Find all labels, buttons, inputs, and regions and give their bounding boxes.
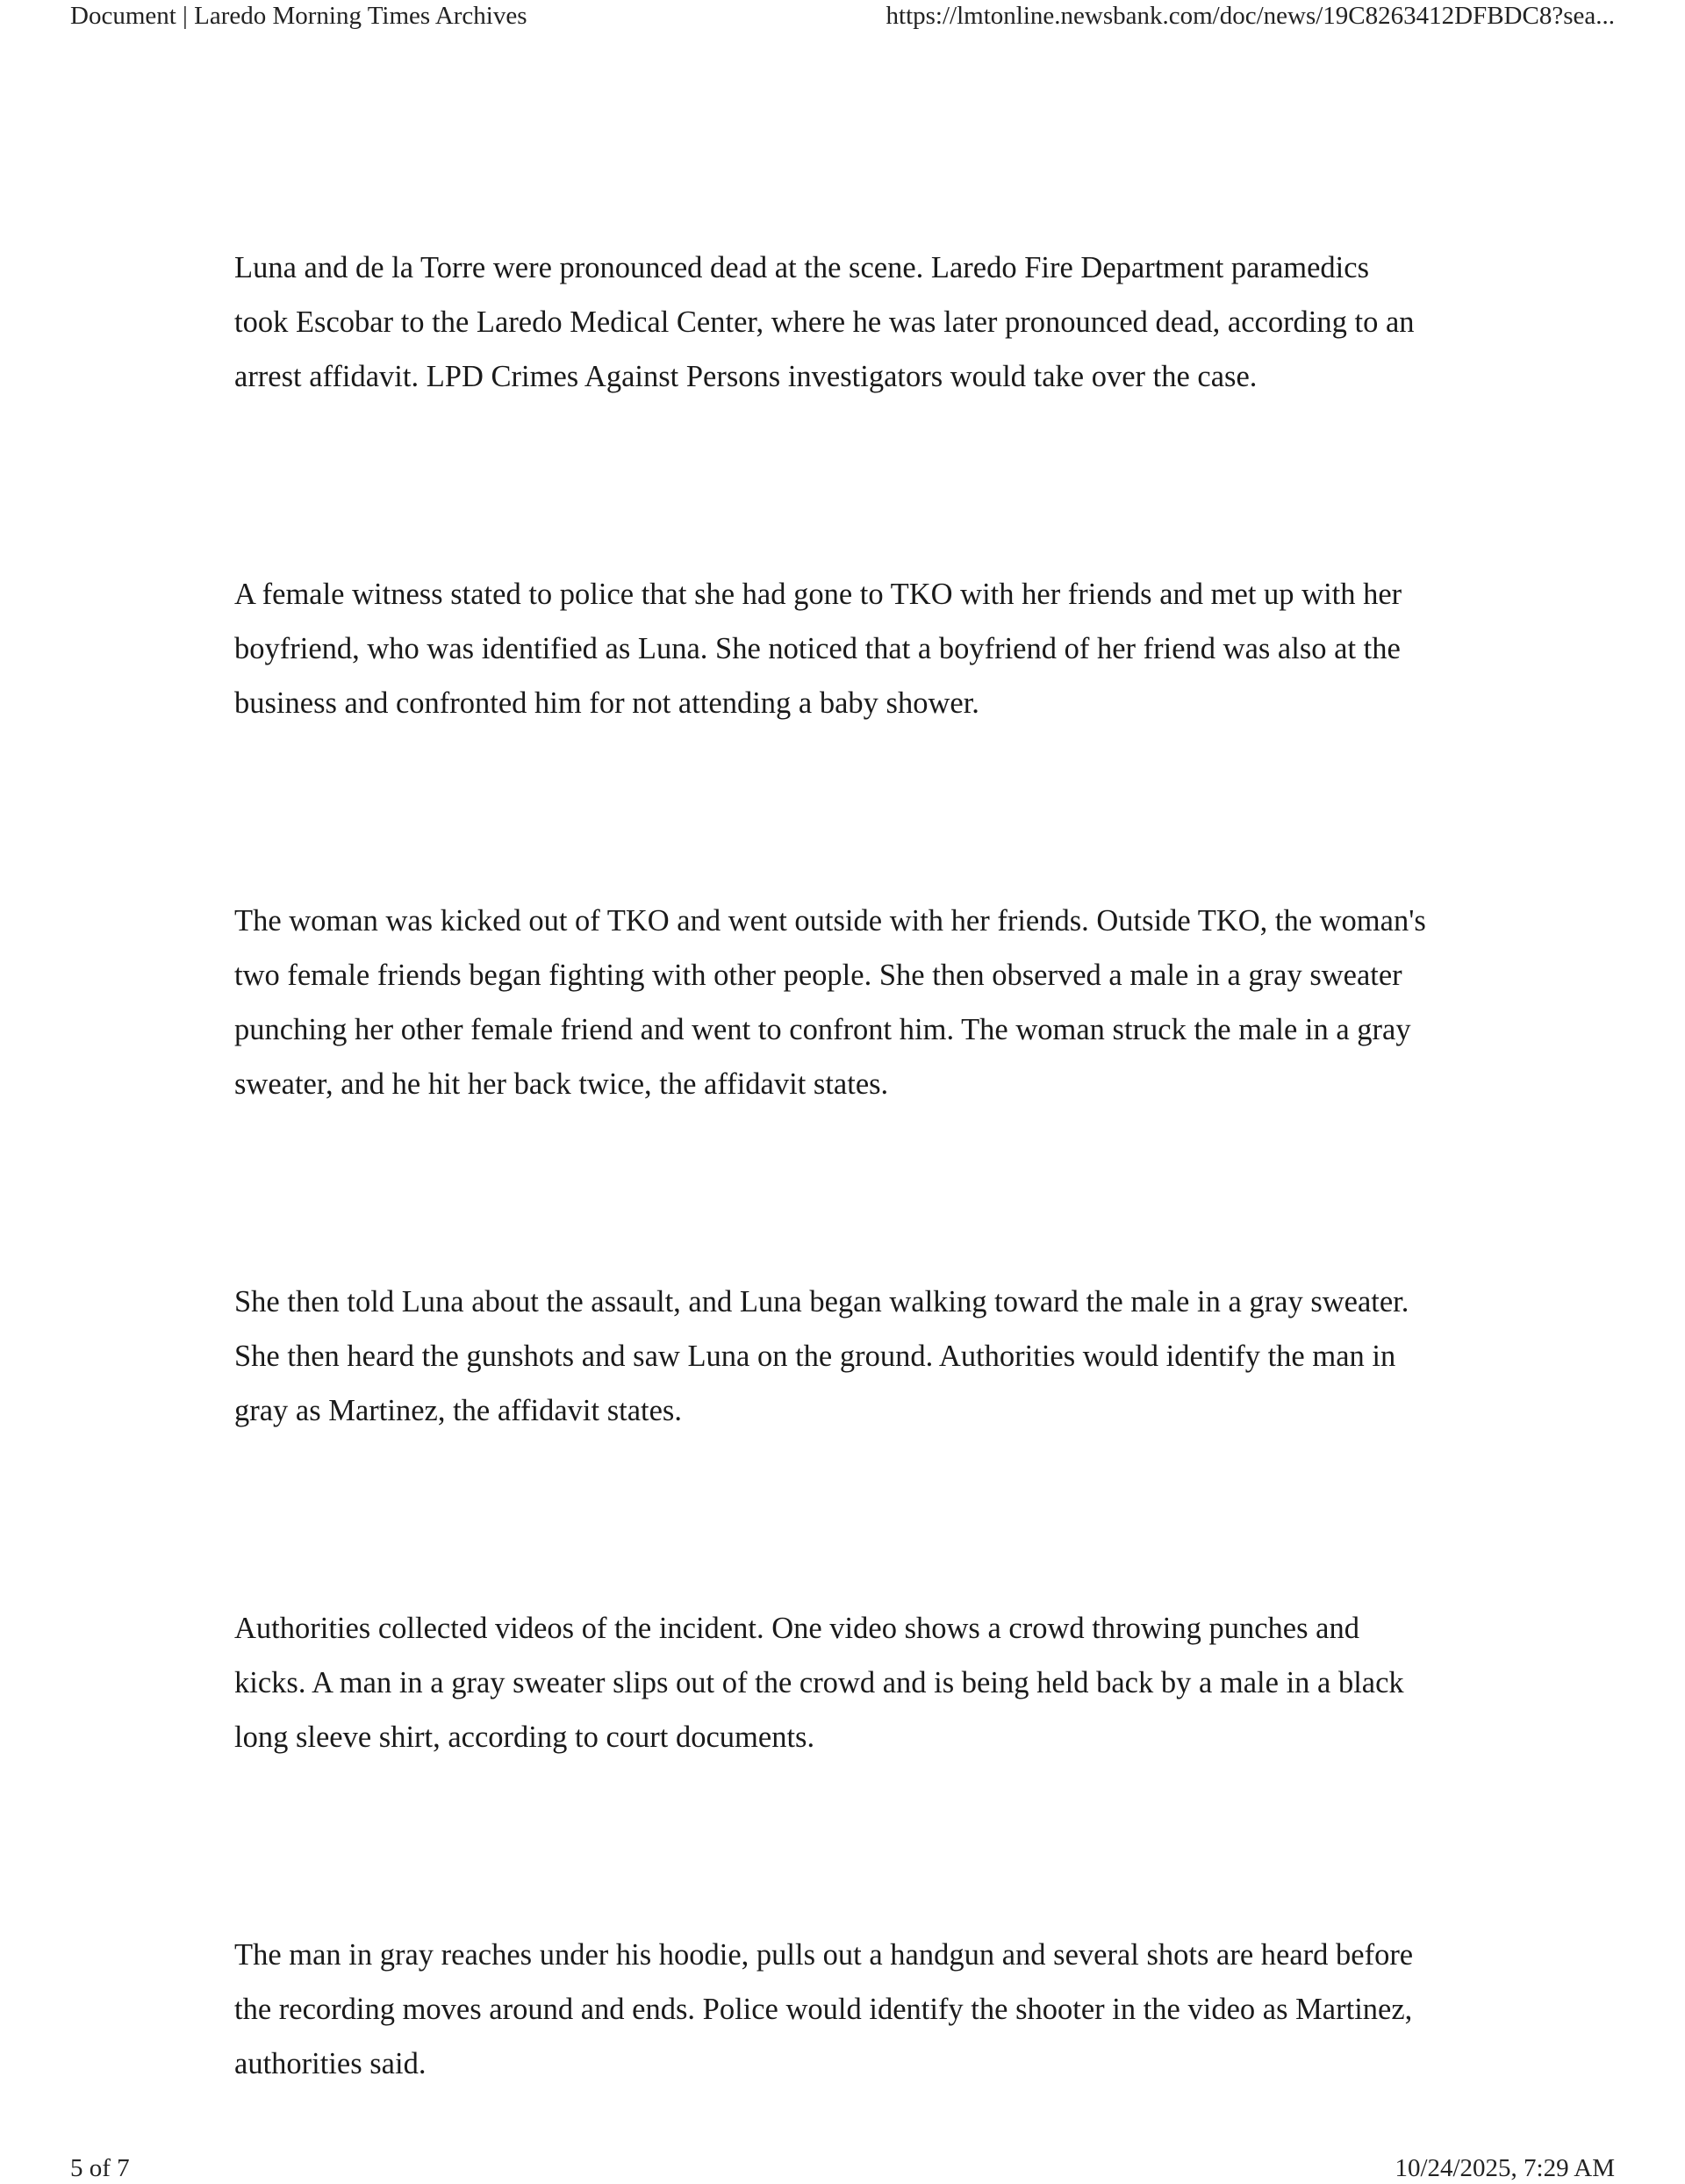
print-header — [70, 0, 1615, 32]
page-number: 5 of 7 — [70, 2154, 130, 2182]
article-paragraph: The man in gray reaches under his hoodie, pulls out a handgun and several shots are heard before the recording moves around and ends. Police would identify the shooter in the video as Martinez, authorities said. — [234, 1938, 1414, 2080]
article-paragraph: Luna and de la Torre were pronounced dead at the scene. Laredo Fire Department paramedics took Escobar to the Laredo Medical Center, where he was later pronounced dead, according to an arrest affidavit. LPD Crimes Against Persons investigators would take over the case. — [234, 251, 1415, 393]
article-paragraph: The woman was kicked out of TKO and went outside with her friends. Outside TKO, the woman's two female friends began fighting with other people. She then observed a male in a gray sweater punching her other female friend and went to confront him. The woman struck the male in a gray sweater, and he hit her back twice, the affidavit states. — [234, 904, 1426, 1101]
article-body — [234, 241, 1428, 2091]
article-paragraph: Authorities collected videos of the incident. One video shows a crowd throwing punches and kicks. A man in a gray sweater slips out of the crowd and is being held back by a male in a black long sleeve shirt, according to court documents. — [234, 1612, 1404, 1754]
article-paragraph: A female witness stated to police that she had gone to TKO with her friends and met up with her boyfriend, who was identified as Luna. She noticed that a boyfriend of her friend was also at the business and confronted him for not attending a baby shower. — [234, 578, 1402, 720]
print-footer — [70, 2152, 1615, 2184]
document-url: https://lmtonline.newsbank.com/doc/news/19C8263412DFBDC8?sea... — [886, 2, 1615, 30]
print-timestamp: 10/24/2025, 7:29 AM — [1395, 2154, 1615, 2182]
article-paragraph: She then told Luna about the assault, and Luna began walking toward the male in a gray sweater. She then heard the gunshots and saw Luna on the ground. Authorities would identify the man in gray as Martinez, the affidavit states. — [234, 1285, 1409, 1427]
document-title: Document | Laredo Morning Times Archives — [70, 2, 527, 30]
